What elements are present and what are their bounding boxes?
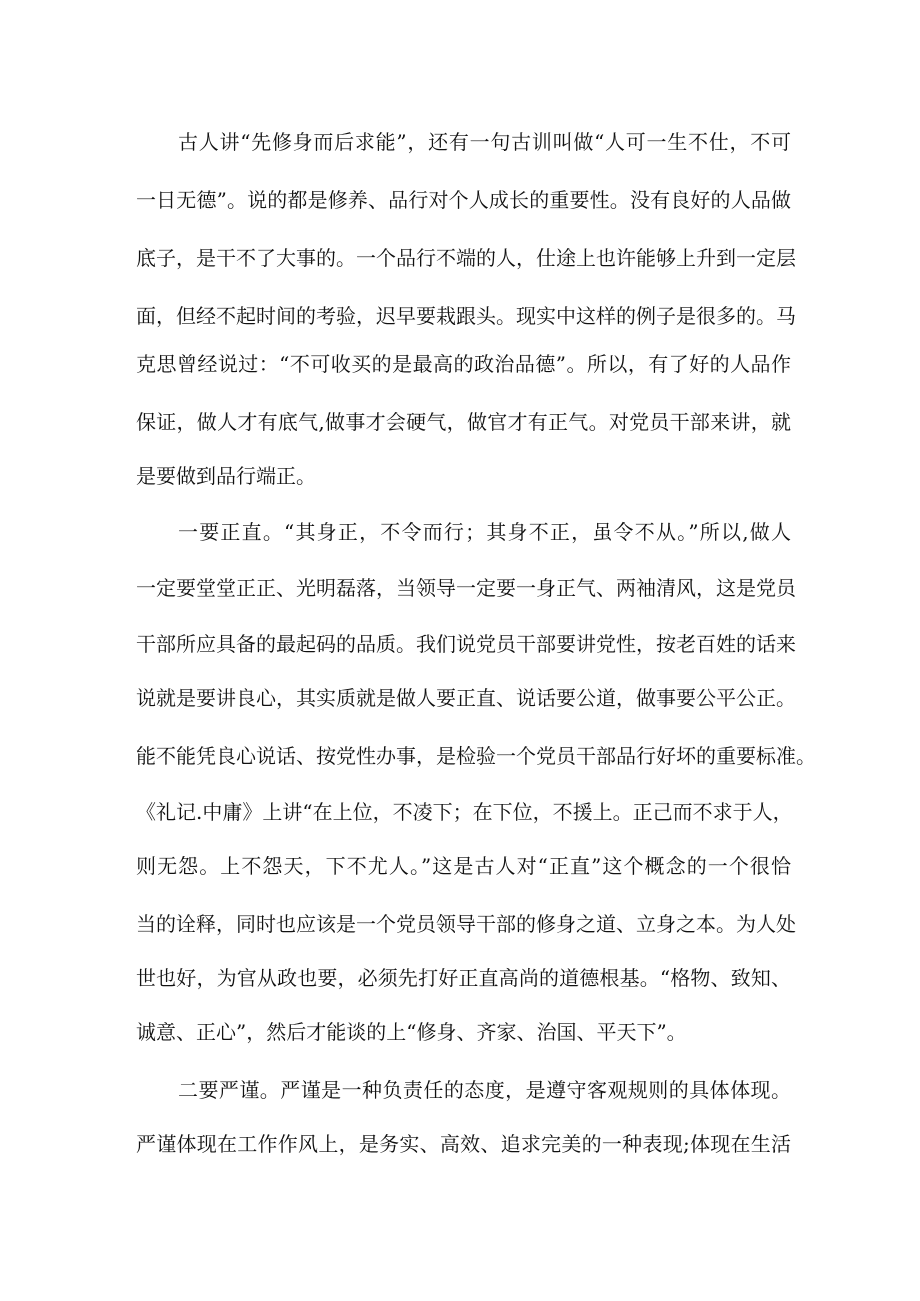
paragraph-1-line-4: 面，但经不起时间的考验，迟早要栽跟头。现实中这样的例子是很多的。马 xyxy=(136,304,796,328)
paragraph-2-line-8: 当的诠释，同时也应该是一个党员领导干部的修身之道、立身之本。为人处 xyxy=(136,912,796,936)
paragraph-1-line-7: 是要做到品行端正。 xyxy=(136,464,316,488)
paragraph-1-line-5: 克思曾经说过：“不可收买的是最高的政治品德”。所以，有了好的人品作 xyxy=(136,352,791,376)
paragraph-2-line-7: 则无怨。上不怨天，下不尤人。”这是古人对“正直”这个概念的一个很恰 xyxy=(136,854,791,878)
paragraph-2-line-9: 世也好，为官从政也要，必须先打好正直高尚的道德根基。“格物、致知、 xyxy=(136,966,791,990)
paragraph-2-line-5: 能不能凭良心说话、按党性办事，是检验一个党员干部品行好坏的重要标准。 xyxy=(136,744,816,768)
paragraph-2-line-4: 说就是要讲良心，其实质就是做人要正直、说话要公道，做事要公平公正。 xyxy=(136,686,796,710)
paragraph-1-line-1: 古人讲“先修身而后求能”，还有一句古训叫做“人可一生不仕，不可 xyxy=(178,130,791,154)
paragraph-2-line-10: 诚意、正心”，然后才能谈的上“修身、齐家、治国、平天下”。 xyxy=(136,1020,687,1044)
paragraph-3-line-2: 严谨体现在工作作风上，是务实、高效、追求完美的一种表现;体现在生活 xyxy=(136,1132,791,1156)
paragraph-1-line-3: 底子，是干不了大事的。一个品行不端的人，仕途上也许能够上升到一定层 xyxy=(136,246,796,270)
paragraph-2-line-6: 《礼记.中庸》上讲“在上位，不凌下；在下位，不援上。正己而不求于人， xyxy=(136,800,793,824)
paragraph-1-line-6: 保证，做人才有底气,做事才会硬气，做官才有正气。对党员干部来讲，就 xyxy=(136,410,791,434)
paragraph-3-line-1: 二要严谨。严谨是一种负责任的态度，是遵守客观规则的具体体现。 xyxy=(178,1078,791,1102)
paragraph-2-line-1: 一要正直。“其身正，不令而行；其身不正，虽令不从。”所以,做人 xyxy=(178,520,791,544)
paragraph-2-line-2: 一定要堂堂正正、光明磊落，当领导一定要一身正气、两袖清风，这是党员 xyxy=(136,576,796,600)
paragraph-1-line-2: 一日无德”。说的都是修养、品行对个人成长的重要性。没有良好的人品做 xyxy=(136,188,791,212)
paragraph-2-line-3: 干部所应具备的最起码的品质。我们说党员干部要讲党性，按老百姓的话来 xyxy=(136,632,796,656)
